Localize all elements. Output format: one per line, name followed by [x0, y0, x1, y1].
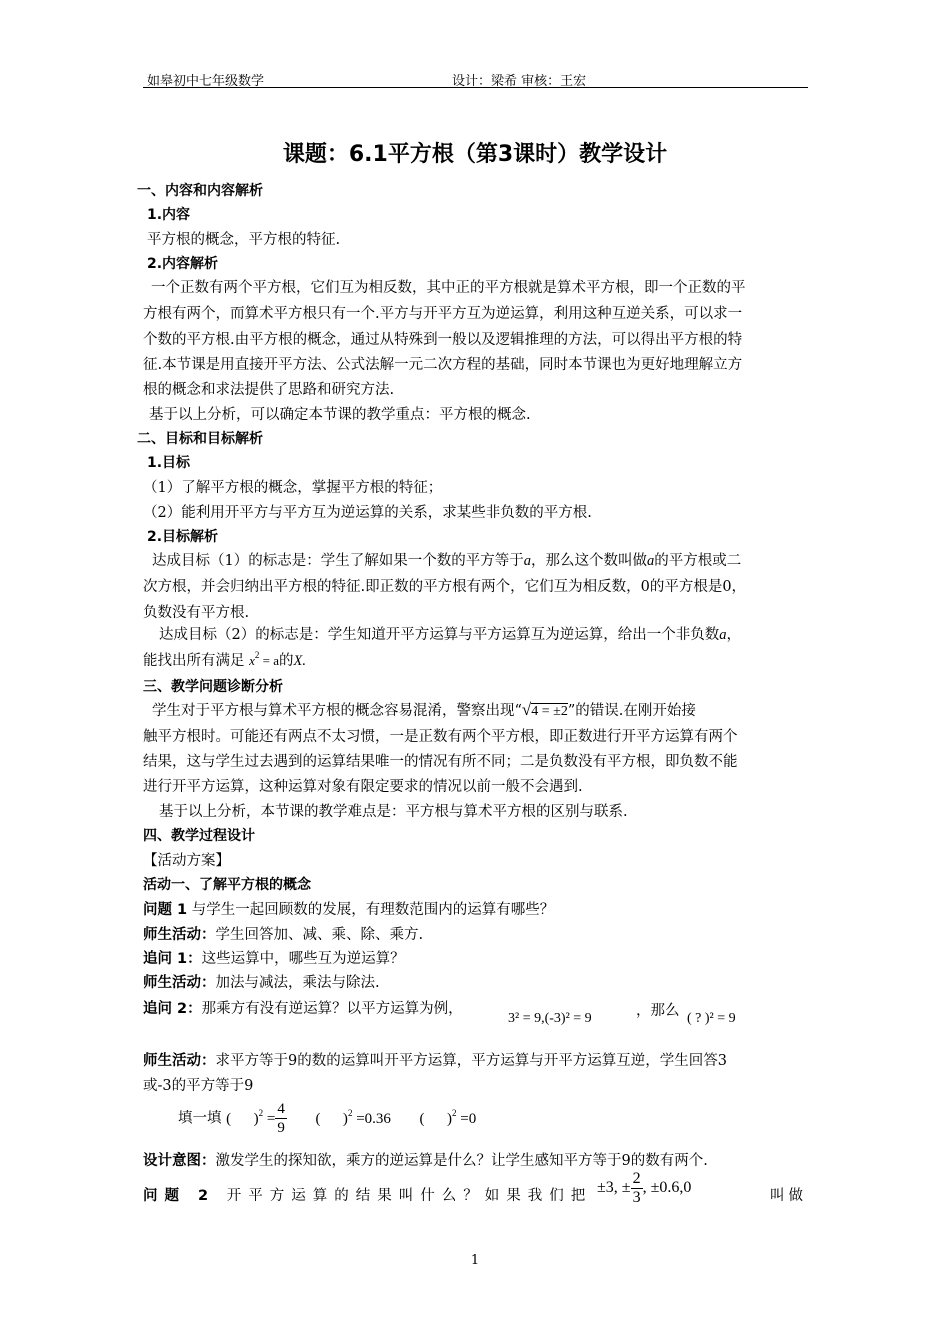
var-a: a [719, 627, 727, 643]
sqrt-expression: √4 = ±2 [521, 700, 568, 719]
key-point: 基于以上分析，可以确定本节课的教学重点：平方根的概念. [149, 407, 531, 423]
page-title: 课题：6.1平方根（第3课时）教学设计 [282, 142, 668, 167]
goal-analysis-1: 达成目标（1）的标志是：学生了解如果一个数的平方等于a，那么这个数叫做a的平方根或二 [152, 553, 742, 569]
analysis-line: 征.本节课是用直接开平方法、公式法解一元二次方程的基础，同时本节课也为更好地理解立方 [143, 357, 743, 373]
analysis-line: 根的概念和求法提供了思路和研究方法. [143, 382, 395, 398]
content-text: 平方根的概念，平方根的特征. [147, 232, 341, 248]
difficulty: 基于以上分析，本节课的教学难点是：平方根与算术平方根的区别与联系. [159, 804, 628, 820]
section-1-sub-2: 2.内容解析 [147, 256, 219, 272]
section-4-heading: 四、教学过程设计 [143, 828, 255, 844]
squares-equation: 3² = 9,(-3)² = 9 [508, 1011, 592, 1026]
teacher-student-activity-1: 师生活动：学生回答加、减、乘、除、乘方. [143, 927, 424, 943]
question-1: 问题 1 与学生一起回顾数的发展，有理数范围内的运算有哪些？ [143, 902, 555, 918]
analysis-line: 个数的平方根.由平方根的概念，通过从特殊到一般以及逻辑推理的方法，可以得出平方根的特 [143, 332, 743, 348]
teacher-student-activity-3-line2: 或-3的平方等于9 [143, 1078, 254, 1094]
diagnosis-line: 进行开平方运算，这种运算对象有限定要求的情况以前一般不会遇到. [143, 779, 583, 795]
var-a: a [646, 553, 655, 569]
page-number: 1 [470, 1253, 480, 1268]
activity-1-heading: 活动一、了解平方根的概念 [143, 877, 311, 893]
section-1-heading: 一、内容和内容解析 [137, 183, 263, 199]
goal-1: （1）了解平方根的概念，掌握平方根的特征； [143, 480, 443, 496]
design-intent: 设计意图：激发学生的探知欲，乘方的逆运算是什么？让学生感知平方等于9的数有两个. [143, 1153, 708, 1169]
goal-analysis-2-line2: 能找出所有满足 $x^2 = a$的X. [143, 650, 306, 669]
header-rule [143, 87, 808, 88]
follow-up-2: 追问 2：那乘方有没有逆运算？以平方运算为例， [143, 1001, 463, 1017]
diagnosis-line-1: 学生对于平方根与算术平方根的概念容易混淆，警察出现“√4 = ±2”的错误.在刚开始接 [152, 700, 696, 719]
section-2-heading: 二、目标和目标解析 [137, 431, 263, 447]
goal-analysis-1-line2: 次方根，并会归纳出平方根的特征.即正数的平方根有两个，它们互为相反数，0的平方根是0， [143, 579, 747, 595]
header-left: 如皋初中七年级数学 [147, 74, 265, 89]
follow-up-2-mid: ，那么 [636, 1003, 680, 1019]
question-2: 问题 2 开平方运算的结果叫什么？如果我们把 [143, 1188, 593, 1204]
section-2-sub-1: 1.目标 [147, 455, 191, 471]
q2-numbers: ±3, ± $\frac{2}{3}$ , ±0.6,0 [597, 1170, 692, 1206]
question-2-end: 叫做 [770, 1188, 807, 1204]
unknown-square-equation: ( ? )² = 9 [687, 1011, 736, 1026]
equation-x-squared: $x^2 = a$ [249, 650, 279, 668]
section-2-sub-2: 2.目标解析 [147, 529, 219, 545]
teacher-student-activity-2: 师生活动：加法与减法，乘法与除法. [143, 975, 380, 991]
teacher-student-activity-3: 师生活动：求平方等于9的数的运算叫开平方运算，平方运算与开平方运算互逆，学生回答3 [143, 1053, 727, 1069]
section-1-sub-1: 1.内容 [147, 207, 191, 223]
section-3-heading: 三、教学问题诊断分析 [143, 679, 283, 695]
follow-up-1: 追问 1：这些运算中，哪些互为逆运算？ [143, 951, 405, 967]
activity-plan: 【活动方案】 [143, 853, 230, 869]
goal-2: （2）能利用开平方与平方互为逆运算的关系，求某些非负数的平方根. [143, 505, 592, 521]
goal-analysis-2: 达成目标（2）的标志是：学生知道开平方运算与平方运算互为逆运算，给出一个非负数a， [159, 627, 741, 643]
fill-in-blanks: 填一填 ( )$^2$ = $\frac{4}{9}$ ( )$^2$ =0.36 ( )$^2$ =0 [178, 1101, 477, 1136]
analysis-line: 一个正数有两个平方根，它们互为相反数，其中正的平方根就是算术平方根，即一个正数的平 [151, 280, 746, 296]
diagnosis-line: 结果，这与学生过去遇到的运算结果唯一的情况有所不同；二是负数没有平方根，即负数不能 [143, 754, 738, 770]
goal-analysis-1-line3: 负数没有平方根. [143, 605, 250, 621]
fraction-4-9: $\frac{4}{9}$ [277, 1101, 285, 1136]
diagnosis-line: 触平方根时。可能还有两点不太习惯，一是正数有两个平方根，即正数进行开平方运算有两个 [143, 729, 738, 745]
var-a: a [523, 553, 531, 569]
header-right: 设计：梁希 审核：王宏 [452, 74, 587, 89]
analysis-line: 方根有两个，而算术平方根只有一个.平方与开平方互为逆运算，利用这种互逆关系，可以求一 [143, 306, 743, 322]
